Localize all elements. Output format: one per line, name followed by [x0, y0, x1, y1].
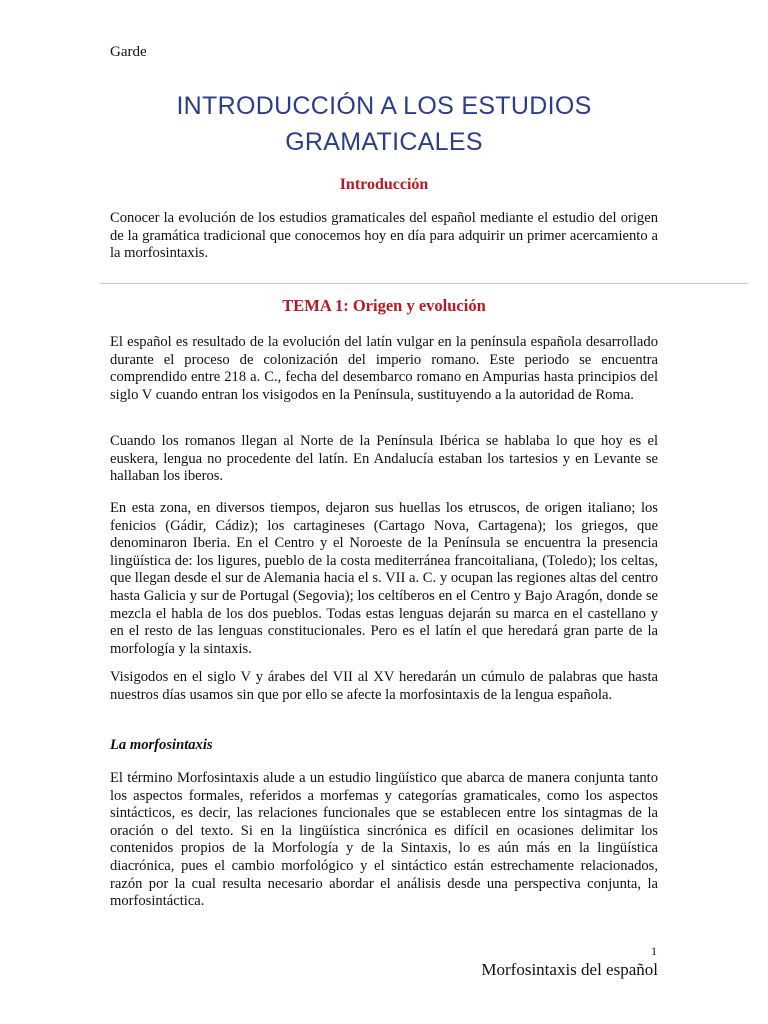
tema1-heading: TEMA 1: Origen y evolución: [282, 296, 486, 315]
page-title-line-2: GRAMATICALES: [285, 128, 483, 156]
tema1-paragraph-1: El español es resultado de la evolución del latín vulgar en la península española desarrollado durante el proceso de colonización del imperio romano. Este periodo se encuentra comprendido entre 218 a. C., fecha del desembarco romano en Ampurias hasta principios del siglo V cuando entran los visigodos en la Península, sustituyendo a la autoridad de Roma.: [110, 334, 658, 403]
page-title-line-1: INTRODUCCIÓN A LOS ESTUDIOS: [176, 92, 592, 120]
page-title: [0, 88, 768, 160]
intro-heading: Introducción: [339, 176, 429, 193]
tema1-paragraph-4: Visigodos en el siglo V y árabes del VII al XV heredarán un cúmulo de palabras que hasta nuestros días usamos sin que por ello se afecte la morfosintaxis de la lengua española.: [110, 669, 658, 703]
morfosintaxis-heading: La morfosintaxis: [110, 737, 213, 753]
page-number: 1: [651, 944, 657, 958]
morfosintaxis-paragraph: El término Morfosintaxis alude a un estudio lingüístico que abarca de manera conjunta tanto los aspectos formales, referidos a morfemas y categorías gramaticales, como los aspectos sintácticos, es decir, las relaciones funcionales que se establecen entre los sintagmas de la oración o del texto. Si en la lingüística sincrónica es difícil en ocasiones delimitar los contenidos propios de la Morfología y de la Sintaxis, lo es aún más en la lingüística diacrónica, pues el cambio morfológico y el sintáctico están estrechamente relacionados, razón por la cual resulta necesario abordar el análisis desde una perspectiva conjunta, la morfosintáctica.: [110, 770, 658, 910]
header-author: Garde: [110, 44, 147, 60]
section-divider: [100, 283, 748, 284]
tema1-paragraph-2: Cuando los romanos llegan al Norte de la Península Ibérica se hablaba lo que hoy es el euskera, lengua no procedente del latín. En Andalucía estaban los tartesios y en Levante se hallaban los iberos.: [110, 433, 658, 485]
intro-paragraph: Conocer la evolución de los estudios gramaticales del español mediante el estudio del origen de la gramática tradicional que conocemos hoy en día para adquirir un primer acercamiento a la morfosintaxis.: [110, 210, 658, 262]
footer-title: Morfosintaxis del español: [481, 960, 658, 979]
tema1-paragraph-3: En esta zona, en diversos tiempos, dejaron sus huellas los etruscos, de origen italiano; los fenicios (Gádir, Cádiz); los cartagineses (Cartago Nova, Cartagena); los griegos, que denominaron Iberia. En el Centro y el Noroeste de la Península se encuentra la presencia lingüística de: los ligures, pueblo de la costa mediterránea francoitaliana, (Toledo); los celtas, que llegan desde el sur de Alemania hacia el s. VII a. C. y ocupan las regiones altas del centro hasta Galicia y sur de Portugal (Segovia); los celtíberos en el Centro y Bajo Aragón, donde se mezcla el habla de los dos pueblos. Todas estas lenguas dejarán su marca en el castellano y en el resto de las lenguas constitucionales. Pero es el latín el que heredará gran parte de la morfología y la sintaxis.: [110, 500, 658, 657]
